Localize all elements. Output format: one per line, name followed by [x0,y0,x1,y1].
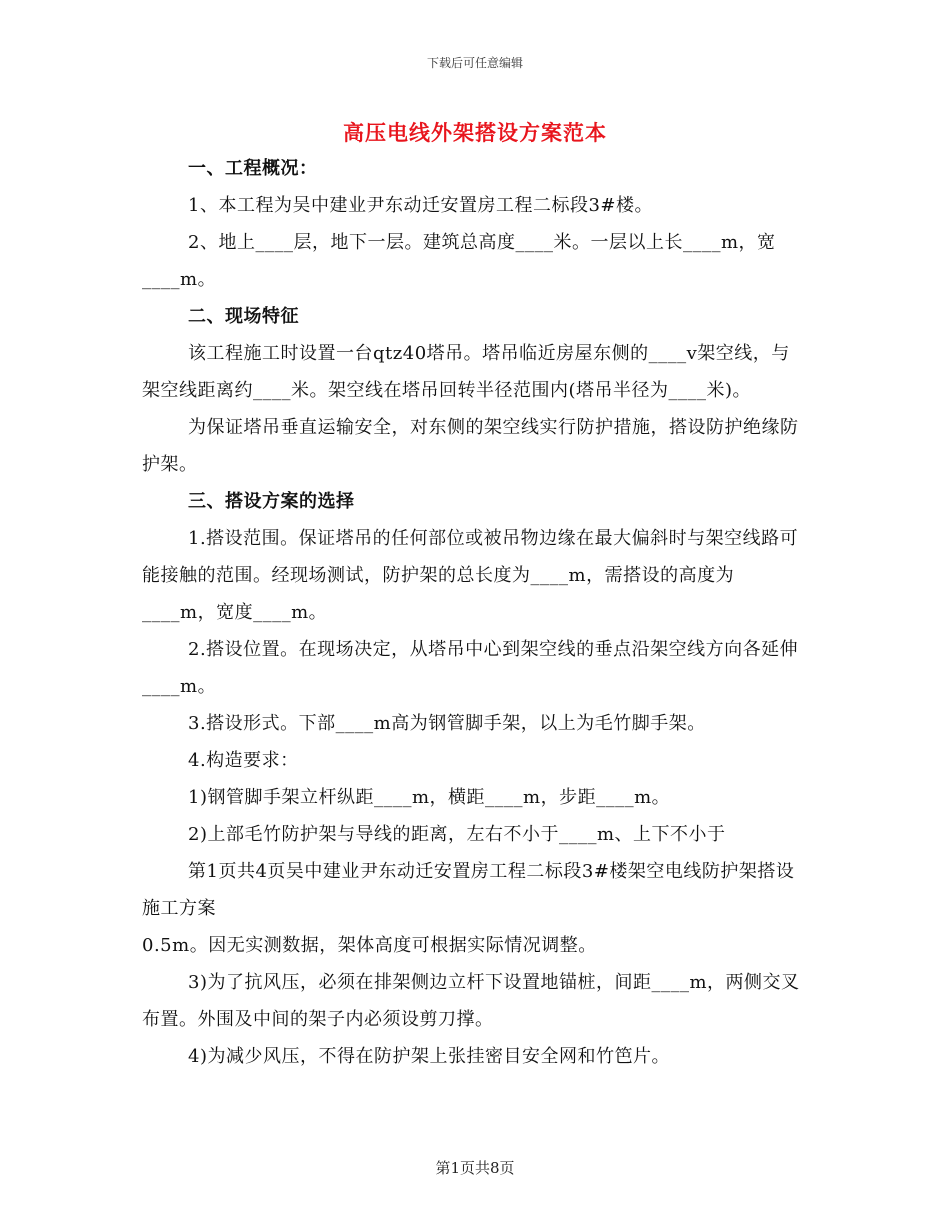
document-body [142,150,807,1075]
paragraph: 4)为减少风压，不得在防护架上张挂密目安全网和竹笆片。 [188,1046,670,1067]
paragraph: 1)钢管脚手架立杆纵距____m，横距____m，步距____m。 [188,787,671,808]
page-footer: 第1页共8页 [435,1159,515,1177]
paragraph: 4.构造要求： [188,750,299,771]
paragraph: 为保证塔吊垂直运输安全，对东侧的架空线实行防护措施，搭设防护绝缘防护架。 [142,417,799,475]
section-heading-overview: 一、工程概况： [188,158,318,179]
paragraph: 2)上部毛竹防护架与导线的距离，左右不小于____m、上下不小于 [188,824,726,845]
paragraph: 3.搭设形式。下部____m高为钢管脚手架，以上为毛竹脚手架。 [188,713,706,734]
paragraph: 3)为了抗风压，必须在排架侧边立杆下设置地锚桩，间距____m，两侧交叉布置。外围及中间的架子内必须设剪刀撑。 [142,972,800,1030]
paragraph: 2.搭设位置。在现场决定，从塔吊中心到架空线的垂点沿架空线方向各延伸____m。 [142,639,799,697]
page-header: 下载后可任意编辑 [426,56,523,70]
paragraph: 第1页共4页吴中建业尹东动迁安置房工程二标段3#楼架空电线防护架搭设施工方案 [142,861,795,919]
paragraph: 0.5m。因无实测数据，架体高度可根据实际情况调整。 [142,935,597,956]
section-heading-site: 二、现场特征 [188,306,299,327]
paragraph: 1.搭设范围。保证塔吊的任何部位或被吊物边缘在最大偏斜时与架空线路可能接触的范围。经现场测试，防护架的总长度为____m，需搭设的高度为____m，宽度____m。 [142,528,799,623]
paragraph: 该工程施工时设置一台qtz40塔吊。塔吊临近房屋东侧的____v架空线，与架空线距离约____米。架空线在塔吊回转半径范围内(塔吊半径为____米)。 [142,343,790,401]
paragraph: 1、本工程为吴中建业尹东动迁安置房工程二标段3#楼。 [188,195,653,216]
paragraph: 2、地上____层，地下一层。建筑总高度____米。一层以上长____m，宽____m。 [142,232,776,290]
section-heading-scheme: 三、搭设方案的选择 [188,491,355,512]
document-title: 高压电线外架搭设方案范本 [343,120,607,145]
